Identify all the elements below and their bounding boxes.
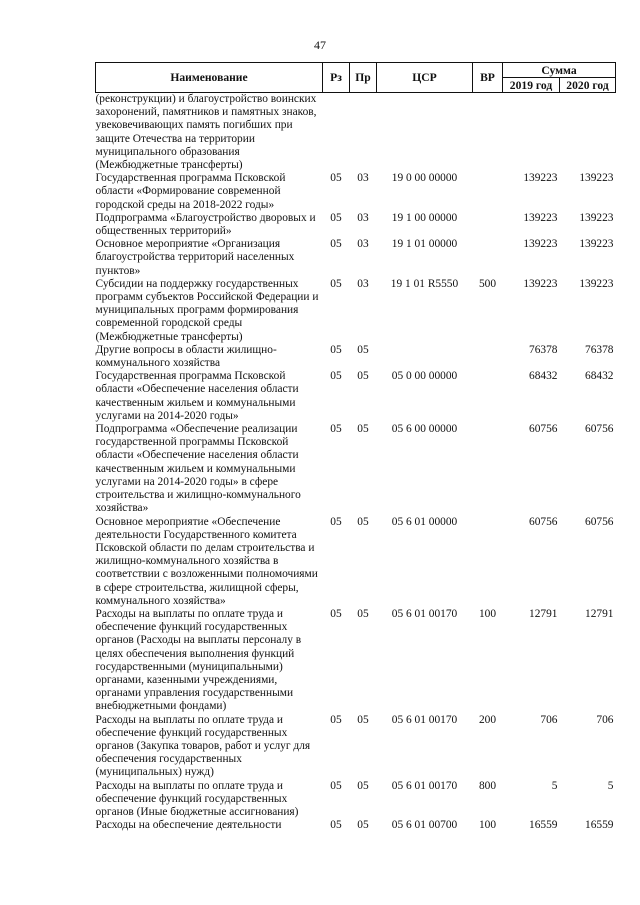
table-row [96, 172, 616, 212]
table-row [96, 238, 616, 278]
header-pr: Пр [350, 63, 377, 93]
row-sum-2020: 5 [607, 779, 614, 792]
header-rz: Рз [323, 63, 350, 93]
row-vr: 100 [478, 607, 497, 620]
row-pr: 05 [357, 607, 369, 620]
row-pr: 05 [357, 423, 369, 436]
row-name: Государственная программа Псковской области «Обеспечение населения области качественным жильем и коммунальными услугами на 2014-2020 годы» [95, 370, 299, 422]
row-sum-2020: 139223 [579, 172, 614, 185]
table-row [96, 370, 616, 423]
row-csr: 05 6 00 00000 [391, 423, 458, 436]
row-sum-2019: 139223 [523, 277, 558, 290]
row-sum-2020: 12791 [585, 607, 614, 620]
row-sum-2019: 60756 [529, 423, 558, 436]
row-pr: 05 [357, 779, 369, 792]
row-vr: 100 [478, 819, 497, 832]
table-row [96, 212, 616, 238]
row-sum-2020: 60756 [585, 515, 614, 528]
row-csr: 19 0 00 00000 [391, 172, 458, 185]
table-row [96, 93, 616, 173]
row-name: Расходы на выплаты по оплате труда и обеспечение функций государственных органов (Расходы на выплаты персоналу в целях обеспечения выполнения функций государственными (муниципальными) органами, казенными учреждениями, органами управления государственными внебюджетными фондами) [95, 607, 302, 713]
row-sum-2020: 68432 [585, 370, 614, 383]
row-pr: 03 [357, 238, 369, 251]
row-sum-2019 [503, 93, 560, 173]
row-sum-2019: 68432 [529, 370, 558, 383]
table-row [96, 608, 616, 714]
row-pr: 05 [357, 370, 369, 383]
table-header [96, 63, 616, 93]
header-year-2020: 2020 год [560, 78, 616, 93]
row-sum-2020: 60756 [585, 423, 614, 436]
row-vr [473, 93, 503, 173]
row-name: Расходы на выплаты по оплате труда и обеспечение функций государственных органов (Закупка товаров, работ и услуг для обеспечения государственных (муниципальных) нужд) [95, 713, 311, 779]
row-csr: 05 6 01 00170 [391, 713, 458, 726]
table-row [96, 516, 616, 608]
row-sum-2019: 60756 [529, 515, 558, 528]
row-name: Государственная программа Псковской области «Формирование современной городской среды на 2018-2022 годы» [95, 172, 286, 211]
row-csr: 05 6 01 00700 [391, 819, 458, 832]
row-rz: 05 [330, 172, 342, 185]
row-rz: 05 [330, 211, 342, 224]
row-name: Основное мероприятие «Организация благоустройства территорий населенных пунктов» [95, 238, 295, 277]
row-pr: 05 [357, 343, 369, 356]
row-rz: 05 [330, 343, 342, 356]
row-vr: 500 [478, 277, 497, 290]
table-row [96, 819, 616, 832]
header-sum: Сумма [503, 63, 616, 78]
row-vr [473, 238, 503, 278]
row-name: Другие вопросы в области жилищно-коммунального хозяйства [95, 343, 277, 370]
row-rz: 05 [330, 607, 342, 620]
row-vr [473, 423, 503, 515]
row-rz: 05 [330, 238, 342, 251]
header-vr: ВР [473, 63, 503, 93]
row-csr: 05 6 01 00000 [391, 515, 458, 528]
row-csr [377, 93, 473, 173]
row-pr [350, 93, 377, 173]
row-name: Основное мероприятие «Обеспечение деятельности Государственного комитета Псковской области по делам строительства и жилищно-коммунального хозяйства в соответствии с возложенными полномочиями в сфере строительства, жилищной сферы, коммунального хозяйства» [95, 515, 318, 607]
row-vr [473, 516, 503, 608]
row-name: Подпрограмма «Обеспечение реализации государственной программы Псковской области «Обеспечение населения области качественным жильем и коммунальными услугами на 2014-2020 годы» в сфере строительства и жилищно-коммунального хозяйства» [95, 423, 301, 515]
row-sum-2020: 139223 [579, 277, 614, 290]
row-csr: 19 1 00 00000 [391, 211, 458, 224]
row-rz: 05 [330, 515, 342, 528]
row-sum-2020: 139223 [579, 238, 614, 251]
row-pr: 05 [357, 819, 369, 832]
row-sum-2019: 76378 [529, 343, 558, 356]
table-body [96, 93, 616, 833]
row-sum-2019: 16559 [529, 819, 558, 832]
row-name: Субсидии на поддержку государственных программ субъектов Российской Федерации и муниципальных программ формирования современной городской среды (Межбюджетные трансферты) [95, 277, 319, 343]
row-sum-2020: 76378 [585, 343, 614, 356]
row-vr: 800 [478, 779, 497, 792]
row-rz: 05 [330, 370, 342, 383]
row-sum-2019: 139223 [523, 211, 558, 224]
row-csr: 05 6 01 00170 [391, 779, 458, 792]
row-pr: 05 [357, 515, 369, 528]
row-rz: 05 [330, 713, 342, 726]
row-vr [473, 344, 503, 370]
row-rz: 05 [330, 779, 342, 792]
row-name: Расходы на выплаты по оплате труда и обеспечение функций государственных органов (Иные бюджетные ассигнования) [95, 779, 299, 818]
row-vr: 200 [478, 713, 497, 726]
row-rz [323, 93, 350, 173]
row-vr [473, 370, 503, 423]
row-csr: 19 1 01 R5550 [390, 277, 459, 290]
table-row [96, 714, 616, 780]
table-row [96, 423, 616, 515]
row-sum-2019: 139223 [523, 172, 558, 185]
header-year-2019: 2019 год [503, 78, 560, 93]
row-sum-2020: 16559 [585, 819, 614, 832]
row-sum-2020 [560, 93, 616, 173]
table-row [96, 780, 616, 820]
row-sum-2019: 139223 [523, 238, 558, 251]
row-name: Расходы на обеспечение деятельности [95, 819, 282, 832]
row-csr: 19 1 01 00000 [391, 238, 458, 251]
row-pr: 05 [357, 713, 369, 726]
row-rz: 05 [330, 277, 342, 290]
row-sum-2019: 5 [551, 779, 558, 792]
row-sum-2020: 706 [596, 713, 614, 726]
row-sum-2020: 139223 [579, 211, 614, 224]
table-row [96, 278, 616, 344]
header-name: Наименование [96, 63, 323, 93]
header-csr: ЦСР [377, 63, 473, 93]
row-sum-2019: 706 [540, 713, 558, 726]
row-csr: 05 6 01 00170 [391, 607, 458, 620]
row-rz: 05 [330, 819, 342, 832]
row-pr: 03 [357, 172, 369, 185]
row-vr [473, 212, 503, 238]
row-pr: 03 [357, 277, 369, 290]
row-csr: 05 0 00 00000 [391, 370, 458, 383]
row-name: (реконструкции) и благоустройство воинских захоронений, памятников и памятных знаков, увековечивающих память погибших при защите Отечества на территории муниципального образования (Межбюджетные трансферты) [95, 93, 317, 172]
row-rz: 05 [330, 423, 342, 436]
row-pr: 03 [357, 211, 369, 224]
table-row [96, 344, 616, 370]
budget-table [95, 62, 616, 832]
row-csr [377, 344, 473, 370]
row-vr [473, 172, 503, 212]
row-sum-2019: 12791 [529, 607, 558, 620]
page-number: 47 [314, 38, 326, 52]
row-name: Подпрограмма «Благоустройство дворовых и общественных территорий» [95, 211, 316, 238]
